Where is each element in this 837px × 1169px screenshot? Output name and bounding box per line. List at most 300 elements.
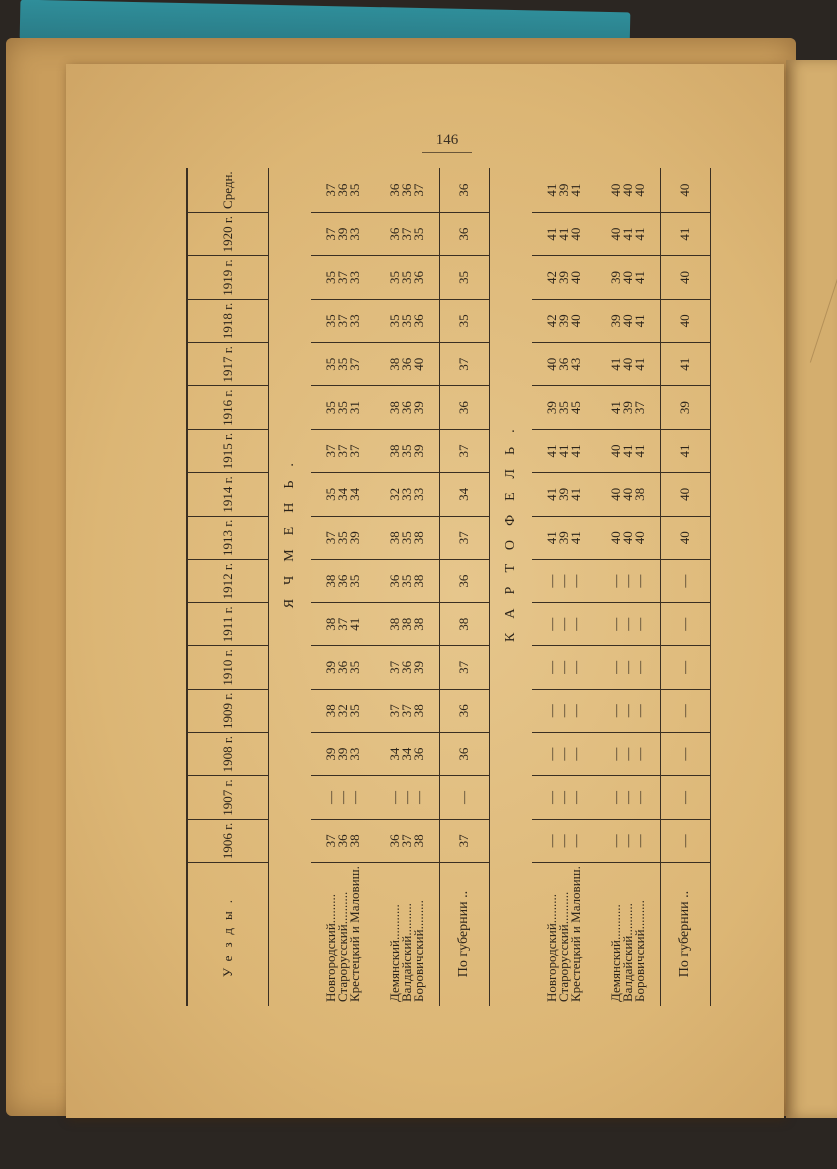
total-value: 36 <box>439 212 489 255</box>
value: 39 <box>543 401 559 415</box>
value: — <box>607 791 623 805</box>
value: 38 <box>410 704 426 718</box>
value: 35 <box>398 444 414 458</box>
total-value: — <box>660 646 710 689</box>
year-column-header: 1920 г. <box>187 212 269 255</box>
value: 40 <box>619 487 635 501</box>
value-cell <box>311 776 375 819</box>
region-name: Новгородский......... <box>322 893 338 1002</box>
value-cell <box>532 386 596 429</box>
value: 41 <box>567 487 583 501</box>
value: 36 <box>386 834 402 848</box>
value: 38 <box>346 834 362 848</box>
region-names-cell <box>596 863 660 1006</box>
value: 34 <box>334 487 350 501</box>
value: 36 <box>334 660 350 674</box>
value-cell <box>532 299 596 342</box>
year-column-header: 1908 г. <box>187 732 269 775</box>
value: 41 <box>631 227 647 241</box>
value-cell <box>532 776 596 819</box>
value: 39 <box>410 444 426 458</box>
value-cell <box>311 819 375 862</box>
value-cell <box>532 689 596 732</box>
value: 35 <box>322 401 338 415</box>
value-cell <box>596 732 660 775</box>
value: — <box>555 660 571 674</box>
value: — <box>555 747 571 761</box>
value: 37 <box>631 401 647 415</box>
yield-table <box>186 168 711 1006</box>
total-value: — <box>660 603 710 646</box>
value-cell <box>532 646 596 689</box>
value: 39 <box>555 487 571 501</box>
value: 35 <box>555 401 571 415</box>
value-cell <box>311 732 375 775</box>
value-cell <box>532 256 596 299</box>
value: 40 <box>631 531 647 545</box>
value: — <box>631 791 647 805</box>
value: 35 <box>334 357 350 371</box>
value: — <box>555 704 571 718</box>
value: 39 <box>410 660 426 674</box>
value-cell <box>532 429 596 472</box>
value: 33 <box>398 487 414 501</box>
value: — <box>322 791 338 805</box>
value: — <box>543 660 559 674</box>
value-cell <box>311 343 375 386</box>
value-cell <box>596 819 660 862</box>
year-column-header: 1916 г. <box>187 386 269 429</box>
page-number: 146 <box>435 132 459 148</box>
value-cell <box>532 168 596 212</box>
value: 40 <box>567 227 583 241</box>
page-number-rule <box>422 152 472 153</box>
value: 40 <box>619 531 635 545</box>
value: 35 <box>398 574 414 588</box>
value: 35 <box>346 183 362 197</box>
value: — <box>334 791 350 805</box>
value: 39 <box>607 314 623 328</box>
value: 37 <box>334 271 350 284</box>
value-cell <box>311 299 375 342</box>
value-cell <box>532 212 596 255</box>
total-value: — <box>660 732 710 775</box>
value: — <box>555 791 571 805</box>
total-value: 41 <box>660 429 710 472</box>
region-name: Демянский........... <box>607 904 623 1002</box>
value: 38 <box>410 617 426 631</box>
value-cell <box>596 212 660 255</box>
value: 36 <box>398 401 414 415</box>
value: 41 <box>543 487 559 501</box>
region-group-row <box>311 168 375 1006</box>
value: 40 <box>607 531 623 545</box>
region-name: Новгородский......... <box>543 893 559 1002</box>
value: — <box>567 834 583 848</box>
value-cell <box>532 732 596 775</box>
region-name: Старорусский.......... <box>334 891 350 1002</box>
value-cell <box>311 168 375 212</box>
value-cell <box>375 516 439 559</box>
value: 39 <box>410 401 426 415</box>
total-value: 36 <box>439 386 489 429</box>
value: 39 <box>322 660 338 674</box>
value-cell <box>375 559 439 602</box>
value: 36 <box>398 660 414 674</box>
year-column-header: 1913 г. <box>187 516 269 559</box>
value-cell <box>375 429 439 472</box>
year-column-header: 1906 г. <box>187 819 269 862</box>
total-value: 40 <box>660 473 710 516</box>
value: — <box>398 791 414 805</box>
value-cell <box>596 299 660 342</box>
value: 40 <box>619 314 635 328</box>
value: 35 <box>322 271 338 284</box>
year-column-header: 1907 г. <box>187 776 269 819</box>
year-column-header: 1909 г. <box>187 689 269 732</box>
value: — <box>631 574 647 588</box>
value: 35 <box>398 314 414 328</box>
value: 36 <box>410 747 426 761</box>
value: 35 <box>398 271 414 284</box>
value: 33 <box>346 314 362 328</box>
value-cell <box>596 689 660 732</box>
section-title-row <box>269 168 311 1006</box>
value: 40 <box>543 357 559 371</box>
region-name: Боровичский......... <box>410 900 426 1002</box>
value: 35 <box>410 227 426 241</box>
value: — <box>567 791 583 805</box>
value: 37 <box>410 183 426 197</box>
total-value: 41 <box>660 212 710 255</box>
value: 36 <box>410 314 426 328</box>
year-column-header: 1919 г. <box>187 256 269 299</box>
value: 36 <box>386 183 402 197</box>
value-cell <box>375 646 439 689</box>
value: 41 <box>631 314 647 328</box>
value-cell <box>596 516 660 559</box>
header-row <box>187 168 269 1006</box>
value: 36 <box>410 271 426 284</box>
value-cell <box>596 646 660 689</box>
value: 39 <box>619 401 635 415</box>
value: 35 <box>346 704 362 718</box>
value: — <box>543 704 559 718</box>
table-body <box>269 168 711 1006</box>
value: — <box>631 704 647 718</box>
value: 41 <box>607 401 623 415</box>
value: 38 <box>398 617 414 631</box>
value: 37 <box>322 227 338 241</box>
value: — <box>567 660 583 674</box>
value: 31 <box>346 401 362 415</box>
value: 41 <box>555 444 571 458</box>
value-cell <box>375 819 439 862</box>
total-label: По губернии .. <box>660 863 710 1006</box>
value: — <box>631 834 647 848</box>
value: 39 <box>334 227 350 241</box>
value: — <box>619 834 635 848</box>
value-cell <box>596 386 660 429</box>
value: — <box>607 704 623 718</box>
value: 37 <box>398 704 414 718</box>
value: 33 <box>346 271 362 284</box>
total-value: 41 <box>660 343 710 386</box>
value: 34 <box>398 747 414 761</box>
value-cell <box>375 256 439 299</box>
value: 32 <box>334 704 350 718</box>
value-cell <box>311 603 375 646</box>
province-total-row <box>660 168 710 1006</box>
value: 38 <box>386 357 402 371</box>
value: 39 <box>334 747 350 761</box>
value: 39 <box>555 183 571 197</box>
region-name: Демянский........... <box>386 904 402 1002</box>
region-name: Валдайский.......... <box>619 903 635 1002</box>
value-cell <box>532 516 596 559</box>
value: 35 <box>386 271 402 284</box>
value: 38 <box>322 704 338 718</box>
value: — <box>555 617 571 631</box>
total-label: По губернии .. <box>439 863 489 1006</box>
value: — <box>543 617 559 631</box>
value-cell <box>311 429 375 472</box>
value: 35 <box>334 401 350 415</box>
value: 33 <box>346 747 362 761</box>
section-title: КАРТОФЕЛЬ. <box>502 415 518 642</box>
value: 36 <box>555 357 571 371</box>
value: 38 <box>386 617 402 631</box>
value: 37 <box>322 444 338 458</box>
total-value: 36 <box>439 689 489 732</box>
value-cell <box>311 386 375 429</box>
value-cell <box>311 256 375 299</box>
value: 34 <box>346 487 362 501</box>
value-cell <box>375 603 439 646</box>
value-cell <box>596 559 660 602</box>
value: — <box>543 834 559 848</box>
year-column-header: 1918 г. <box>187 299 269 342</box>
value-cell <box>375 168 439 212</box>
value: — <box>607 834 623 848</box>
value: 37 <box>322 834 338 848</box>
value: 41 <box>619 444 635 458</box>
value: — <box>567 574 583 588</box>
value: 38 <box>410 574 426 588</box>
value: 40 <box>410 357 426 371</box>
total-value: — <box>660 689 710 732</box>
value: 36 <box>334 834 350 848</box>
value: 40 <box>619 357 635 371</box>
value: 41 <box>567 531 583 545</box>
value: 37 <box>346 444 362 458</box>
total-value: 35 <box>439 256 489 299</box>
value: 41 <box>555 227 571 241</box>
value: 33 <box>410 487 426 501</box>
region-name: Старорусский.......... <box>555 891 571 1002</box>
value: 38 <box>386 444 402 458</box>
province-total-row <box>439 168 489 1006</box>
region-names-cell <box>375 863 439 1006</box>
value: 41 <box>607 357 623 371</box>
value: 39 <box>607 271 623 284</box>
value: 41 <box>567 444 583 458</box>
value: 45 <box>567 401 583 415</box>
value: 37 <box>346 357 362 371</box>
value: 34 <box>386 747 402 761</box>
value: 42 <box>543 314 559 328</box>
value: 39 <box>322 747 338 761</box>
value: 39 <box>555 314 571 328</box>
value: 40 <box>619 271 635 284</box>
value: 37 <box>334 444 350 458</box>
value-cell <box>375 299 439 342</box>
value: — <box>619 704 635 718</box>
value: 41 <box>567 183 583 197</box>
value: 35 <box>398 531 414 545</box>
value: — <box>543 791 559 805</box>
year-column-header: 1915 г. <box>187 429 269 472</box>
value: — <box>631 747 647 761</box>
total-value: 34 <box>439 473 489 516</box>
total-value: — <box>439 776 489 819</box>
value-cell <box>596 429 660 472</box>
value-cell <box>596 343 660 386</box>
value: 35 <box>346 660 362 674</box>
value: — <box>607 660 623 674</box>
value-cell <box>311 689 375 732</box>
value: 41 <box>631 357 647 371</box>
total-value: 40 <box>660 299 710 342</box>
year-column-header: 1912 г. <box>187 559 269 602</box>
value-cell <box>532 343 596 386</box>
value: — <box>619 791 635 805</box>
total-value: — <box>660 559 710 602</box>
region-group-row <box>375 168 439 1006</box>
section-title-row <box>489 168 531 1006</box>
value: — <box>567 747 583 761</box>
value-cell <box>311 559 375 602</box>
value: 42 <box>543 271 559 284</box>
average-column-header: Средн. <box>187 168 269 212</box>
total-value: 39 <box>660 386 710 429</box>
page-tear <box>724 125 837 362</box>
total-value: 36 <box>439 168 489 212</box>
value: 33 <box>346 227 362 241</box>
value: — <box>607 617 623 631</box>
value-cell <box>532 473 596 516</box>
section-title: ЯЧМЕНЬ. <box>281 449 297 609</box>
value-cell <box>375 732 439 775</box>
region-names-cell <box>532 863 596 1006</box>
value: 37 <box>322 183 338 197</box>
value: 38 <box>410 834 426 848</box>
value: — <box>631 660 647 674</box>
value: — <box>346 791 362 805</box>
year-column-header: 1911 г. <box>187 603 269 646</box>
value: 36 <box>386 574 402 588</box>
value: 36 <box>386 227 402 241</box>
total-value: 37 <box>439 343 489 386</box>
value: 35 <box>386 314 402 328</box>
value: — <box>543 574 559 588</box>
total-value: — <box>660 819 710 862</box>
value: 37 <box>334 617 350 631</box>
value: 39 <box>346 531 362 545</box>
value: 41 <box>631 444 647 458</box>
rotated-table <box>186 171 711 1006</box>
value: 36 <box>398 357 414 371</box>
value: 36 <box>398 183 414 197</box>
value-cell <box>596 603 660 646</box>
value-cell <box>375 689 439 732</box>
year-column-header: 1914 г. <box>187 473 269 516</box>
total-value: 40 <box>660 256 710 299</box>
total-value: 40 <box>660 516 710 559</box>
total-value: 40 <box>660 168 710 212</box>
value: — <box>543 747 559 761</box>
value: — <box>607 574 623 588</box>
value: — <box>619 617 635 631</box>
value-cell <box>375 343 439 386</box>
total-value: 38 <box>439 603 489 646</box>
value-cell <box>532 559 596 602</box>
total-value: 37 <box>439 819 489 862</box>
region-group-row <box>596 168 660 1006</box>
value-cell <box>596 168 660 212</box>
value: 40 <box>567 314 583 328</box>
value: 41 <box>543 531 559 545</box>
value: 37 <box>322 531 338 545</box>
value-cell <box>596 473 660 516</box>
value: 40 <box>567 271 583 284</box>
value: 40 <box>607 444 623 458</box>
value: 35 <box>346 574 362 588</box>
value-cell <box>311 212 375 255</box>
total-value: 35 <box>439 299 489 342</box>
value: — <box>619 747 635 761</box>
value: 38 <box>386 531 402 545</box>
region-name: Крестецкий и Маловиш. <box>567 866 583 1002</box>
value: — <box>619 660 635 674</box>
value: 40 <box>619 183 635 197</box>
year-column-header: 1910 г. <box>187 646 269 689</box>
region-name: Крестецкий и Маловиш. <box>346 866 362 1002</box>
value-cell <box>532 603 596 646</box>
value: 40 <box>607 183 623 197</box>
total-value: — <box>660 776 710 819</box>
total-value: 37 <box>439 646 489 689</box>
value: 32 <box>386 487 402 501</box>
value: 41 <box>543 183 559 197</box>
value-cell <box>311 473 375 516</box>
value: — <box>567 617 583 631</box>
value-cell <box>375 776 439 819</box>
total-value: 37 <box>439 516 489 559</box>
year-column-header: 1917 г. <box>187 343 269 386</box>
total-value: 36 <box>439 559 489 602</box>
value: 38 <box>386 401 402 415</box>
value: 39 <box>555 531 571 545</box>
value-cell <box>596 776 660 819</box>
value: 40 <box>631 183 647 197</box>
value: 37 <box>398 227 414 241</box>
value: 35 <box>334 531 350 545</box>
value: 35 <box>322 357 338 371</box>
region-name: Боровичский......... <box>631 900 647 1002</box>
value: 39 <box>555 271 571 284</box>
value-cell <box>532 819 596 862</box>
